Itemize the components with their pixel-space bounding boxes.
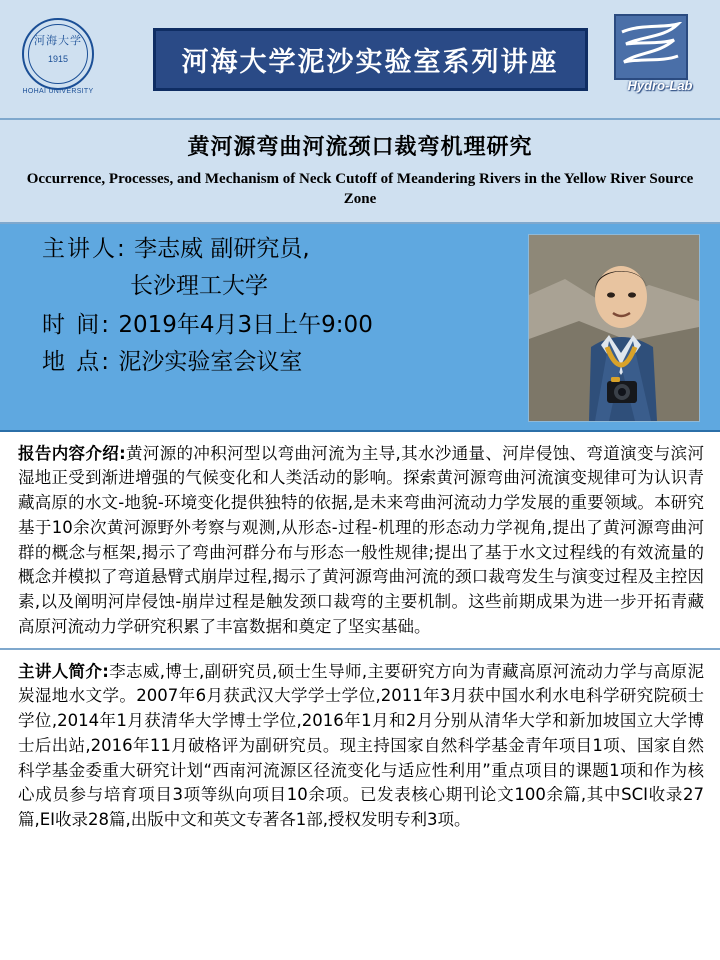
speaker-photo-image — [529, 235, 699, 421]
logo-en-name: HOHAI UNIVERSITY — [22, 88, 94, 95]
bio-section — [0, 650, 720, 841]
place-value: 泥沙实验室会议室 — [118, 348, 303, 375]
place-label: 地 点: — [42, 348, 112, 375]
title-block — [0, 120, 720, 224]
time-label: 时 间: — [42, 311, 112, 338]
wave-icon — [620, 22, 682, 72]
page-title-cn: 黄河源弯曲河流颈口裁弯机理研究 — [187, 135, 533, 160]
hohai-university-logo-icon — [18, 16, 104, 102]
abstract-paragraph — [18, 442, 704, 640]
logo-cn-name: 河海大学 — [34, 34, 82, 47]
hydro-lab-label: Hydro-Lab — [627, 78, 693, 93]
time-value: 2019年4月3日上午9:00 — [118, 311, 373, 338]
abstract-heading: 报告内容介绍: — [18, 443, 126, 463]
abstract-section — [0, 432, 720, 650]
logo-year: 1915 — [47, 54, 69, 64]
speaker-name: 李志威 副研究员, — [134, 235, 310, 262]
page-title-en: Occurrence, Processes, and Mechanism of Neck Cutoff of Meandering Rivers in the Yellow River Source Zone — [26, 171, 694, 208]
bio-heading: 主讲人简介: — [18, 661, 109, 681]
hydro-lab-logo-icon — [614, 14, 706, 106]
speaker-info-block — [0, 224, 720, 432]
speaker-label: 主讲人: — [42, 235, 127, 262]
poster-header — [0, 0, 720, 120]
banner-plate — [153, 28, 588, 91]
abstract-text: 黄河源的冲积河型以弯曲河流为主导,其水沙通量、河岸侵蚀、弯道演变与滨河湿地正受到渐进增强的气候变化和人类活动的影响。探索黄河源弯曲河流演变规律可为认识青藏高原的水文-地貌-环境变化提供独特的依据,是未来弯曲河流动力学发展的重要领域。本研究基于10余次黄河源野外考察与观测,从形态-过程-机理的形态动力学视角,提出了黄河源弯曲河群的概念与框架,揭示了弯曲河群分布与形态一般性规律;提出了基于水文过程线的有效流量的概念并模拟了弯道悬臂式崩岸过程,揭示了黄河源弯曲河流的颈口裁弯发生与演变过程及主控因素,以及阐明河岸侵蚀-崩岸过程是触发颈口裁弯的主要机制。这些前期成果为进一步开拓青藏高原河流动力学研究积累了丰富数据和奠定了坚实基础。 — [18, 443, 704, 636]
banner-title: 河海大学泥沙实验室系列讲座 — [181, 46, 559, 78]
speaker-photo — [528, 234, 700, 422]
speaker-affiliation: 长沙理工大学 — [130, 272, 268, 299]
bio-paragraph — [18, 660, 704, 833]
bio-text: 李志威,博士,副研究员,硕士生导师,主要研究方向为青藏高原河流动力学与高原泥炭湿地水文学。2007年6月获武汉大学学士学位,2011年3月获中国水利水电科学研究院硕士学位,2014年1月获清华大学博士学位,2016年1月和2月分别从清华大学和新加坡国立大学博士后出站,2016年11月破格评为副研究员。现主持国家自然科学基金青年项目1项、国家自然科学基金委重大研究计划“西南河流源区径流变化与适应性利用”重点项目的课题1项和作为核心成员参与培育项目3项等纵向项目10余项。已发表核心期刊论文100余篇,其中SCI收录27篇,EI收录28篇,出版中文和英文专著各1部,授权发明专利3项。 — [18, 661, 704, 829]
